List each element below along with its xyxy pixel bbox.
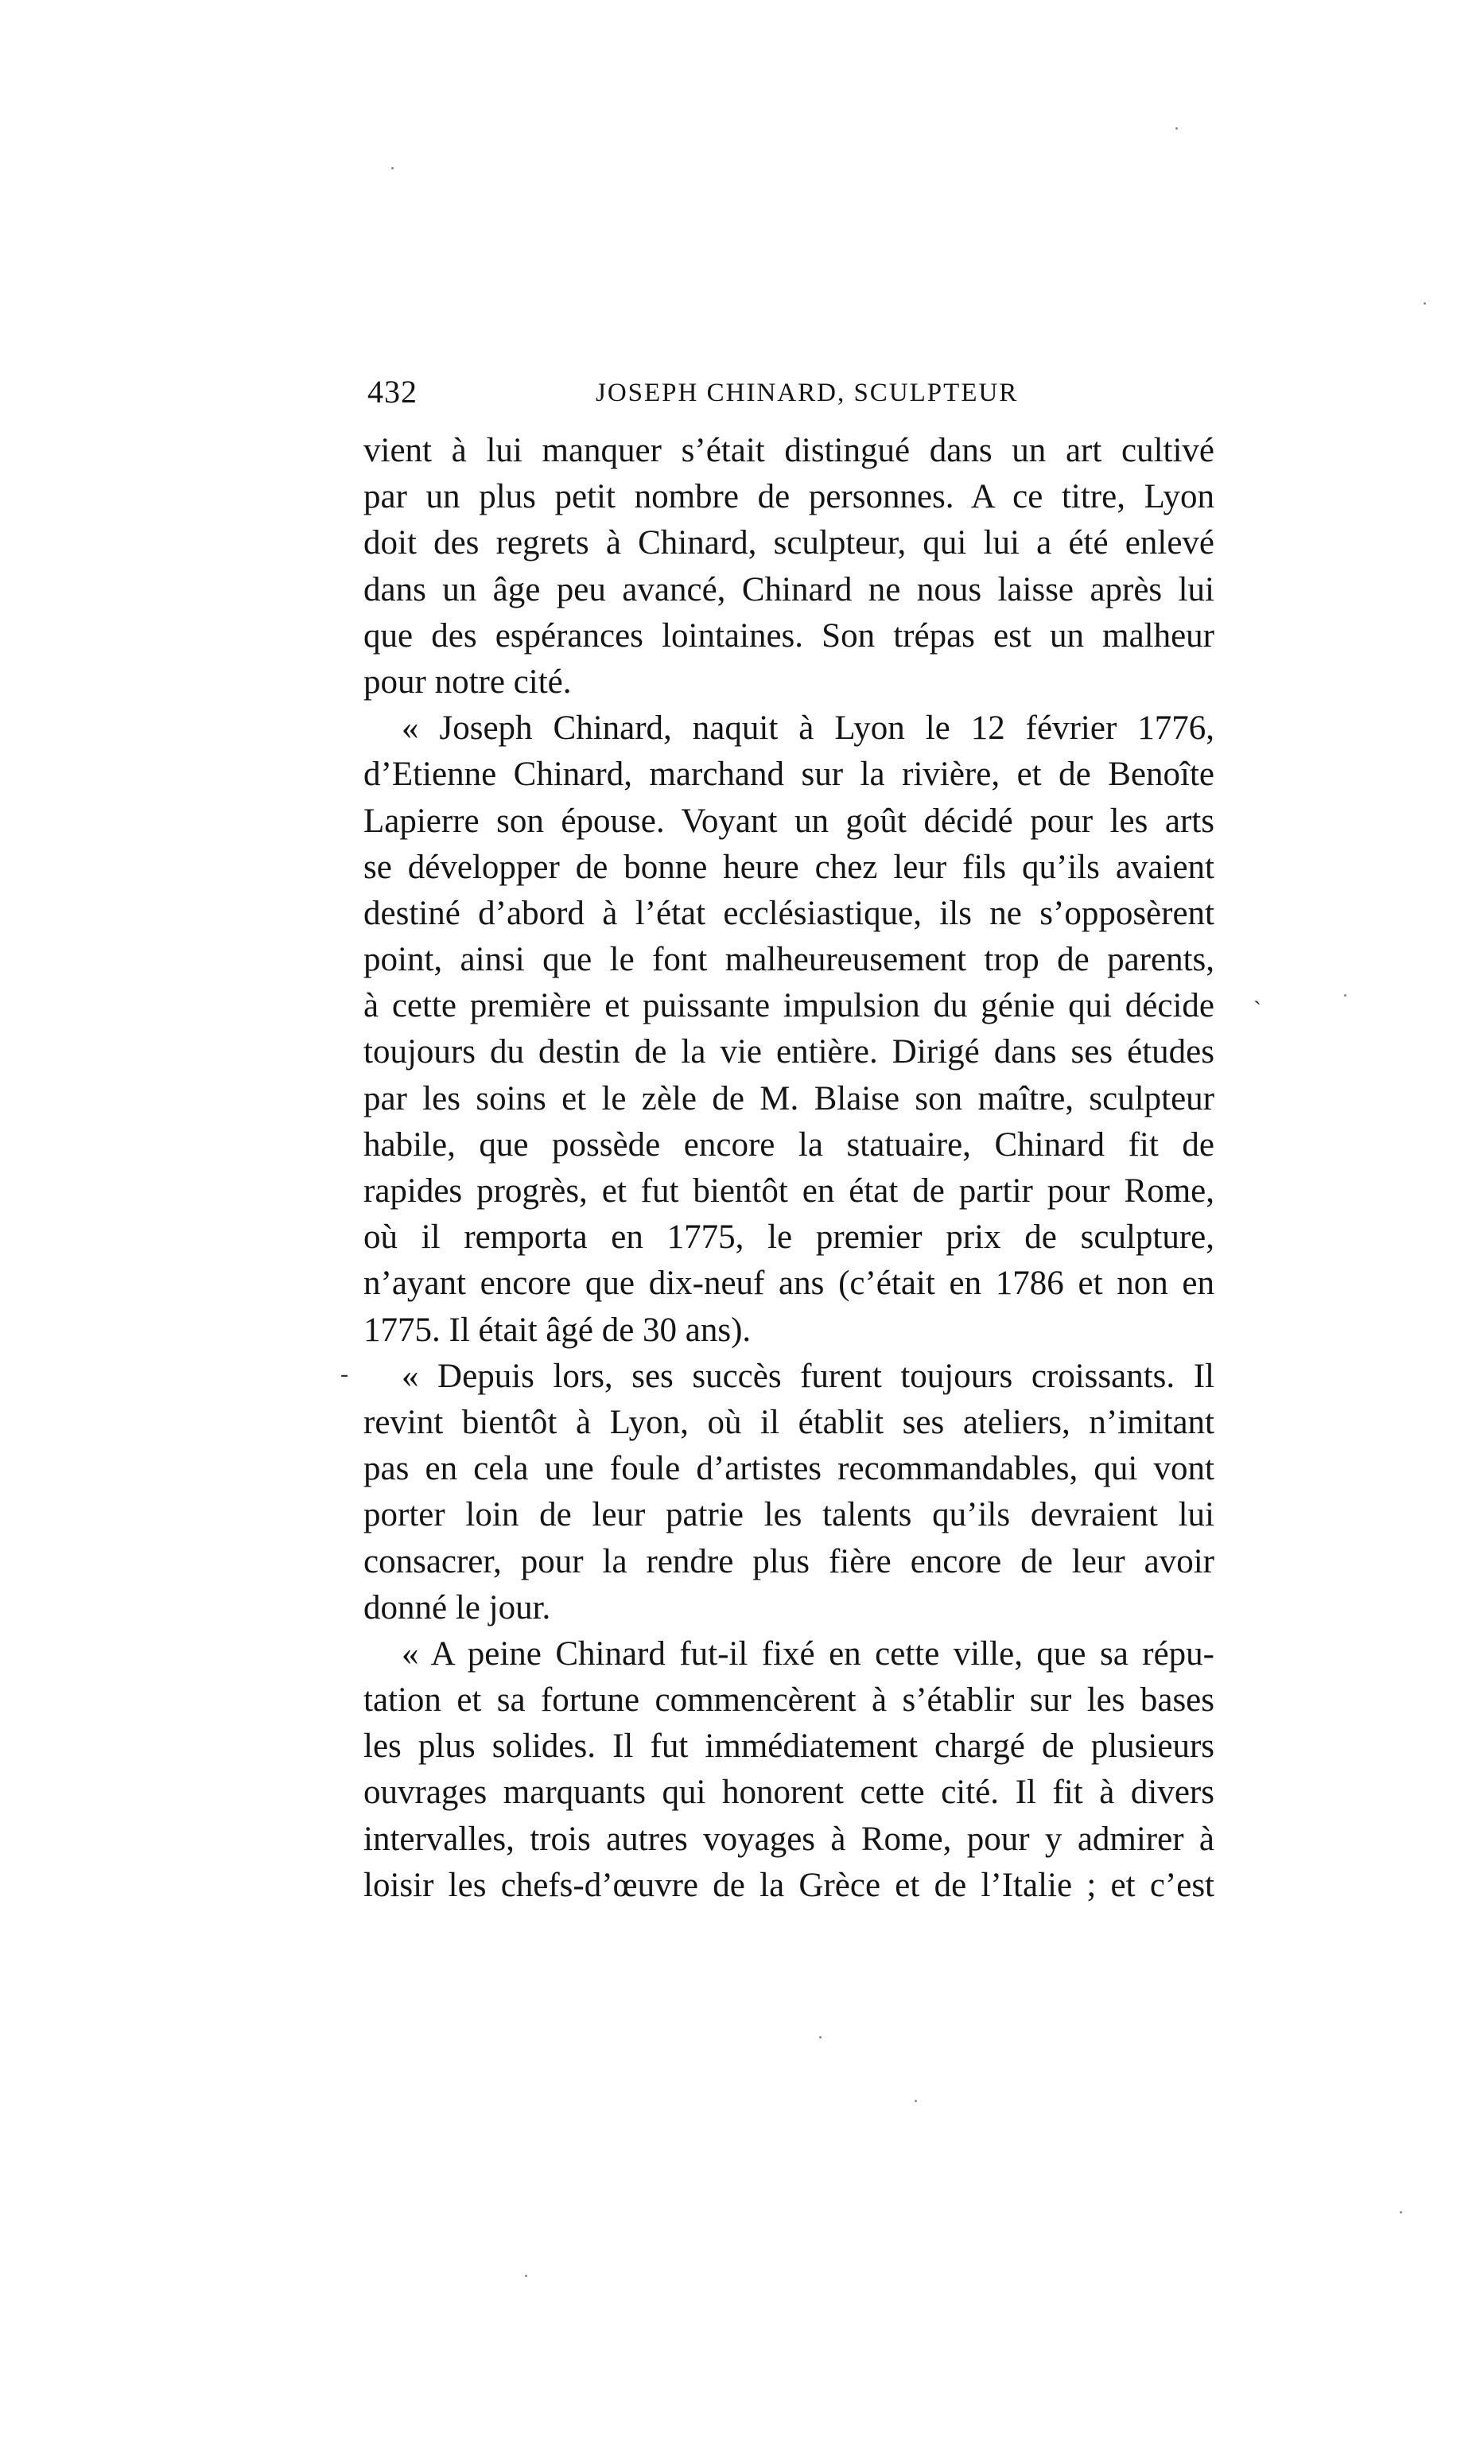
text-line: habile, que possède encore la statuaire, Chinard fit de <box>363 1125 1214 1164</box>
body-text <box>363 428 1214 1909</box>
text-line: Lapierre son épouse. Voyant un goût décidé pour les arts <box>363 802 1214 840</box>
text-line: doit des regrets à Chinard, sculpteur, qui lui a été enlevé <box>363 524 1214 562</box>
text-line: où il remporta en 1775, le premier prix de sculpture, <box>363 1218 1214 1257</box>
scan-speck <box>1344 994 1346 997</box>
margin-dash-mark: - <box>340 1361 348 1387</box>
running-title: JOSEPH CHINARD, SCULPTEUR <box>596 379 1019 407</box>
page-number: 432 <box>367 374 418 410</box>
text-line: d’Etienne Chinard, marchand sur la rivière, et de Benoîte <box>363 756 1214 794</box>
text-line: que des espérances lointaines. Son trépas est un malheur <box>363 616 1214 655</box>
scan-speck <box>1400 2211 1402 2213</box>
scan-speck <box>1424 302 1426 305</box>
text-line: porter loin de leur patrie les talents qu’ils devraient lui <box>363 1496 1214 1534</box>
margin-tick-mark: ` <box>1253 997 1261 1023</box>
text-line: tation et sa fortune commencèrent à s’établir sur les bases <box>363 1681 1214 1720</box>
scan-speck <box>391 167 394 169</box>
text-line: pour notre cité. <box>363 663 572 701</box>
text-line: rapides progrès, et fut bientôt en état de partir pour Rome, <box>363 1172 1214 1210</box>
text-line: destiné d’abord à l’état ecclésiastique, ils ne s’opposèrent <box>363 894 1214 932</box>
text-line: dans un âge peu avancé, Chinard ne nous laisse après lui <box>363 570 1214 608</box>
text-line: « A peine Chinard fut-il fixé en cette ville, que sa répu- <box>402 1634 1214 1673</box>
scan-speck <box>525 2275 527 2277</box>
scan-speck <box>915 2100 917 2102</box>
text-line: les plus solides. Il fut immédiatement chargé de plusieurs <box>363 1728 1214 1766</box>
scan-speck <box>819 2036 822 2038</box>
text-line: par un plus petit nombre de personnes. A ce titre, Lyon <box>363 478 1214 516</box>
text-line: 1775. Il était âgé de 30 ans). <box>363 1311 752 1349</box>
text-line: loisir les chefs-d’œuvre de la Grèce et de l’Italie ; et c’est <box>363 1866 1214 1904</box>
text-line: « Depuis lors, ses succès furent toujours croissants. Il <box>402 1357 1214 1395</box>
text-line: consacrer, pour la rendre plus fière encore de leur avoir <box>363 1542 1214 1580</box>
text-line: par les soins et le zèle de M. Blaise son maître, sculpteur <box>363 1079 1214 1117</box>
text-line: vient à lui manquer s’était distingué dans un art cultivé <box>363 432 1214 469</box>
running-head <box>363 371 1213 410</box>
text-line: n’ayant encore que dix-neuf ans (c’était en 1786 et non en <box>363 1265 1214 1303</box>
scan-speck <box>1175 127 1178 130</box>
text-line: « Joseph Chinard, naquit à Lyon le 12 février 1776, <box>402 709 1214 748</box>
text-line: ouvrages marquants qui honorent cette cité. Il fit à divers <box>363 1774 1214 1812</box>
text-line: toujours du destin de la vie entière. Dirigé dans ses études <box>363 1033 1214 1071</box>
text-line: se développer de bonne heure chez leur fils qu’ils avaient <box>363 848 1214 886</box>
text-line: revint bientôt à Lyon, où il établit ses ateliers, n’imitant <box>363 1403 1214 1441</box>
text-line: à cette première et puissante impulsion du génie qui décide <box>363 987 1214 1025</box>
text-line: pas en cela une foule d’artistes recommandables, qui vont <box>363 1450 1214 1488</box>
text-line: intervalles, trois autres voyages à Rome, pour y admirer à <box>363 1820 1214 1858</box>
text-line: donné le jour. <box>363 1588 551 1626</box>
text-line: point, ainsi que le font malheureusement trop de parents, <box>363 941 1214 979</box>
